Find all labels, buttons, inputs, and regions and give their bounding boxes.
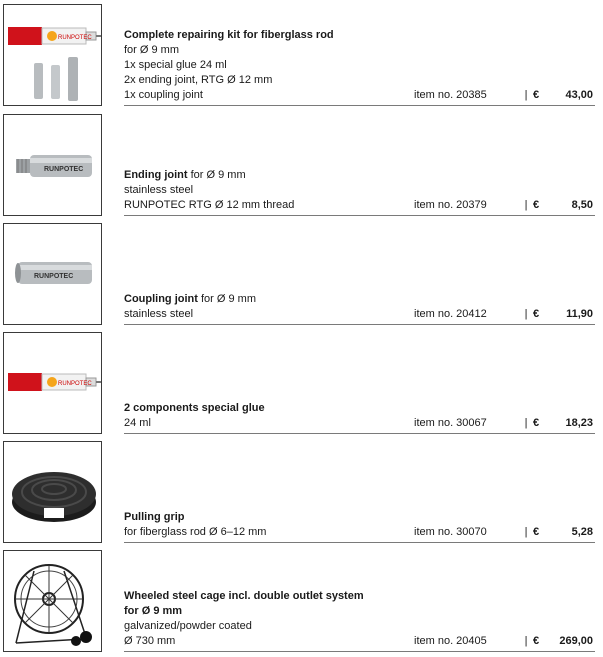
svg-text:RUNPOTEC: RUNPOTEC <box>58 35 92 41</box>
separator: | <box>524 89 528 101</box>
separator: | <box>524 526 528 538</box>
product-detail: stainless steel <box>124 308 194 320</box>
coupling-joint-image <box>4 224 102 325</box>
product-detail: 24 ml <box>124 417 151 429</box>
product-title: Complete repairing kit for fiberglass rod <box>124 29 334 41</box>
product-title-suffix: for Ø 9 mm <box>197 293 256 305</box>
product-title: Coupling joint <box>124 293 198 305</box>
currency: € <box>533 89 540 101</box>
price: 8,50 <box>571 199 593 211</box>
product-detail: 1x coupling joint <box>124 89 203 101</box>
product-title: Ending joint <box>124 169 188 181</box>
product-detail: for fiberglass rod Ø 6–12 mm <box>124 526 267 538</box>
divider <box>124 215 595 216</box>
product-detail: Ø 730 mm <box>124 635 176 647</box>
product-price-block <box>414 416 593 431</box>
product-title: 2 components special glue <box>124 402 265 414</box>
price: 43,00 <box>565 89 593 101</box>
product-title: Wheeled steel cage incl. double outlet system <box>124 590 364 602</box>
product-title-line <box>124 28 593 43</box>
item-number: item no. 30067 <box>414 417 487 429</box>
product-title-line <box>124 589 593 604</box>
separator: | <box>524 199 528 211</box>
product-detail: RUNPOTEC RTG Ø 12 mm thread <box>124 199 295 211</box>
product-price-block <box>414 634 593 649</box>
product-price-block <box>414 307 593 322</box>
divider <box>124 433 595 434</box>
pulling-grip-image <box>4 442 102 543</box>
separator: | <box>524 635 528 647</box>
product-title-line <box>124 292 593 307</box>
product-row <box>0 331 603 437</box>
item-number: item no. 20385 <box>414 89 487 101</box>
product-detail: stainless steel <box>124 184 194 196</box>
product-title: Pulling grip <box>124 511 185 523</box>
item-number: item no. 20405 <box>414 635 487 647</box>
currency: € <box>533 526 540 538</box>
price: 269,00 <box>559 635 593 647</box>
steel-cage-image <box>4 551 102 652</box>
product-title-suffix: for Ø 9 mm <box>187 169 246 181</box>
currency: € <box>533 308 540 320</box>
repair-kit-image <box>4 5 102 106</box>
product-price-block <box>414 525 593 540</box>
product-row <box>0 0 603 110</box>
product-price-block <box>414 198 593 213</box>
product-detail: 2x ending joint, RTG Ø 12 mm <box>124 74 273 86</box>
product-row <box>0 549 603 657</box>
separator: | <box>524 417 528 429</box>
svg-text:RUNPOTEC: RUNPOTEC <box>58 381 92 387</box>
divider <box>124 542 595 543</box>
product-row <box>0 222 603 328</box>
ending-joint-image <box>4 115 102 216</box>
divider <box>124 324 595 325</box>
product-price-block <box>414 88 593 103</box>
product-thumbnail-repair-kit[interactable] <box>3 4 102 106</box>
currency: € <box>533 417 540 429</box>
product-thumbnail-ending-joint[interactable] <box>3 114 102 216</box>
item-number: item no. 20412 <box>414 308 487 320</box>
price: 18,23 <box>565 417 593 429</box>
separator: | <box>524 308 528 320</box>
divider <box>124 651 595 652</box>
product-title-line-2 <box>124 604 593 619</box>
divider <box>124 105 595 106</box>
product-title-2: for Ø 9 mm <box>124 605 183 617</box>
svg-text:RUNPOTEC: RUNPOTEC <box>44 166 84 173</box>
item-number: item no. 20379 <box>414 199 487 211</box>
special-glue-image <box>4 333 102 434</box>
product-detail: for Ø 9 mm <box>124 44 180 56</box>
product-row <box>0 113 603 218</box>
product-row <box>0 440 603 546</box>
svg-text:RUNPOTEC: RUNPOTEC <box>34 273 74 280</box>
product-title-line <box>124 168 593 183</box>
product-thumbnail-steel-cage[interactable] <box>3 550 102 652</box>
price: 11,90 <box>566 308 593 320</box>
product-detail: galvanized/powder coated <box>124 620 252 632</box>
product-detail: 1x special glue 24 ml <box>124 59 227 71</box>
product-thumbnail-coupling-joint[interactable] <box>3 223 102 325</box>
product-thumbnail-special-glue[interactable] <box>3 332 102 434</box>
product-title-line <box>124 510 593 525</box>
product-thumbnail-pulling-grip[interactable] <box>3 441 102 543</box>
currency: € <box>533 199 540 211</box>
item-number: item no. 30070 <box>414 526 487 538</box>
currency: € <box>533 635 540 647</box>
price: 5,28 <box>571 526 593 538</box>
product-title-line <box>124 401 593 416</box>
